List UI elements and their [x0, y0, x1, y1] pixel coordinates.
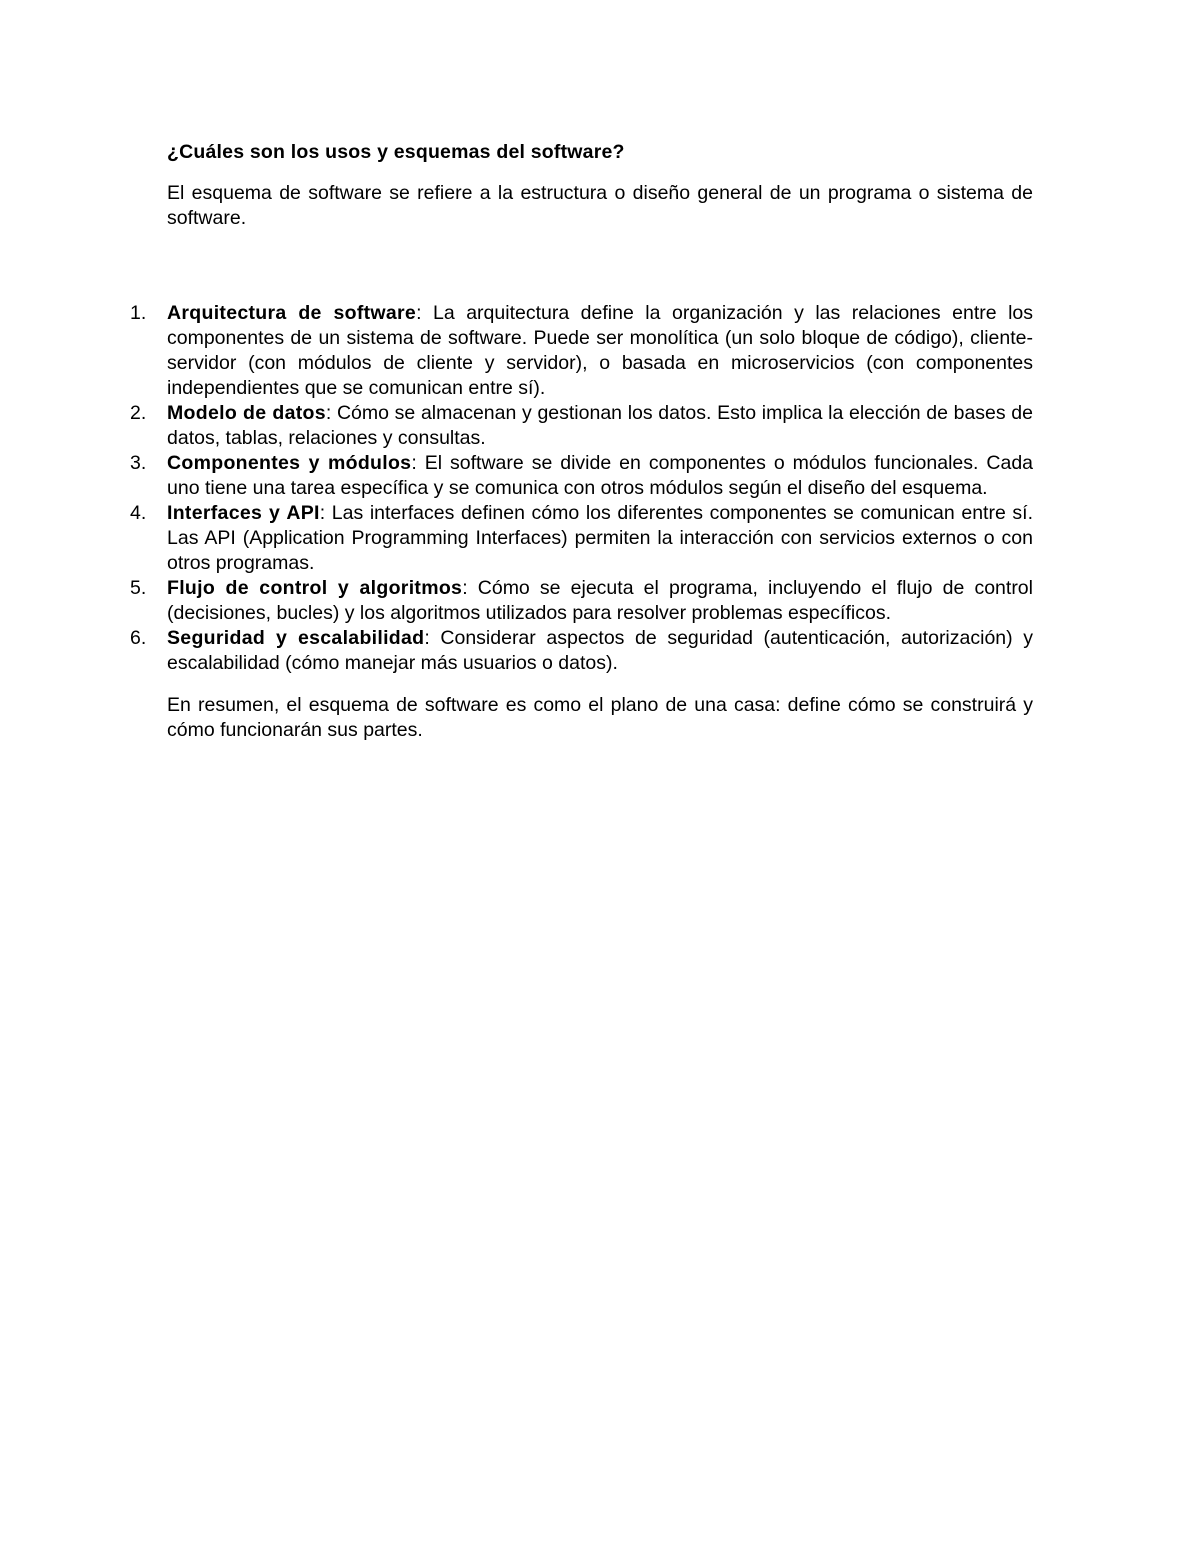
- list-item-term: Arquitectura de software: [167, 302, 417, 324]
- summary-paragraph: En resumen, el esquema de software es como el plano de una casa: define cómo se construirá y cómo funcionarán sus partes.: [167, 694, 1033, 741]
- list-item-text: : La arquitectura define la organización y las relaciones entre los componentes de un sistema de software. Puede ser monolítica (un solo bloque de código), cliente-servidor (con módulos de cliente y servidor), o basada en microservicios (con componentes independientes que se comunican entre sí).: [167, 302, 1034, 399]
- list-item-term: Seguridad y escalabilidad: [167, 627, 425, 649]
- list-item-term: Componentes y módulos: [167, 452, 412, 474]
- numbered-list: [130, 301, 1034, 676]
- list-item-number: 1.: [130, 302, 147, 324]
- document-body: [130, 140, 1034, 743]
- intro-paragraph: El esquema de software se refiere a la estructura o diseño general de un programa o sistema de software.: [167, 182, 1033, 229]
- list-item-text: : El software se divide en componentes o módulos funcionales. Cada uno tiene una tarea específica y se comunica con otros módulos según el diseño del esquema.: [167, 452, 1034, 499]
- list-item: [130, 451, 1034, 501]
- list-item-number: 4.: [130, 502, 147, 524]
- list-item-term: Modelo de datos: [167, 402, 326, 424]
- list-item-number: 5.: [130, 577, 147, 599]
- list-item-text: : Cómo se almacenan y gestionan los datos. Esto implica la elección de bases de datos, tablas, relaciones y consultas.: [167, 402, 1034, 449]
- list-item-term: Interfaces y API: [167, 502, 320, 524]
- document-heading: ¿Cuáles son los usos y esquemas del software?: [167, 141, 625, 163]
- list-item: [130, 576, 1033, 626]
- list-item-text: : Cómo se ejecuta el programa, incluyendo el flujo de control (decisiones, bucles) y los algoritmos utilizados para resolver problemas específicos.: [167, 577, 1033, 624]
- list-item: [130, 501, 1033, 576]
- list-item-number: 6.: [130, 627, 147, 649]
- list-item: [130, 401, 1034, 451]
- list-item-term: Flujo de control y algoritmos: [167, 577, 463, 599]
- list-item-number: 3.: [130, 452, 147, 474]
- list-item: [130, 626, 1033, 676]
- list-item-text: : Considerar aspectos de seguridad (autenticación, autorización) y escalabilidad (cómo manejar más usuarios o datos).: [167, 627, 1033, 674]
- list-item-text: : Las interfaces definen cómo los diferentes componentes se comunican entre sí. Las API (Application Programming Interfaces) permiten la interacción con servicios externos o con otros programas.: [167, 502, 1033, 574]
- list-item-number: 2.: [130, 402, 147, 424]
- list-item: [130, 301, 1034, 401]
